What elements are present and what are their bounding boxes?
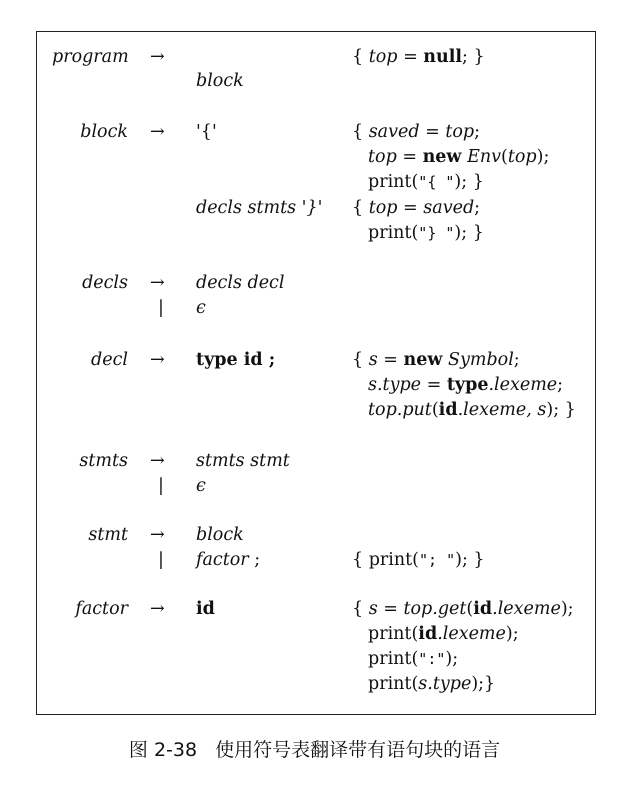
lhs-decl: decl [91,350,128,370]
alt-bar: | [158,298,164,318]
prod-decl-body: type id ; [196,350,276,370]
arrow: → [150,451,165,471]
prod-factor-body: id [196,599,215,619]
figure-number: 图 2-38 [128,739,198,761]
action-block-4: { top = saved; [352,198,481,218]
prod-stmts-alt1: stmts stmt [196,451,290,471]
action-block-5: print("} "); } [368,223,484,243]
prod-stmt-alt2: factor ; [196,550,261,570]
prod-program-body: block [196,71,244,91]
arrow: → [150,273,165,293]
action-block-3: print("{ "); } [368,172,484,192]
lhs-decls: decls [82,273,128,293]
action-factor-1: { s = top.get(id.lexeme); [352,599,574,619]
prod-block-rest: decls stmts '}' [196,198,323,218]
action-block-1: { saved = top; [352,122,481,142]
action-factor-3: print(":"); [368,649,459,669]
alt-bar: | [158,476,164,496]
prod-decls-epsilon: ϵ [196,298,206,318]
arrow: → [150,47,165,67]
figure-title: 使用符号表翻译带有语句块的语言 [215,739,501,761]
action-factor-4: print(s.type);} [368,674,496,694]
lhs-stmts: stmts [79,451,128,471]
arrow: → [150,599,165,619]
action-factor-2: print(id.lexeme); [368,624,519,644]
action-decl-2: s.type = type.lexeme; [368,375,564,395]
arrow: → [150,122,165,142]
alt-bar: | [158,550,164,570]
prod-decls-alt1: decls decl [196,273,285,293]
prod-stmts-epsilon: ϵ [196,476,206,496]
action-program: { top = null; } [352,47,485,67]
action-decl-1: { s = new Symbol; [352,350,520,370]
lhs-stmt: stmt [88,525,128,545]
lhs-factor: factor [75,599,128,619]
prod-block-lbrace: '{' [196,122,217,142]
arrow: → [150,350,165,370]
action-decl-3: top.put(id.lexeme, s); } [368,400,576,420]
lhs-program: program [52,47,129,67]
action-stmt: { print("; "); } [352,550,485,570]
lhs-block: block [80,122,128,142]
arrow: → [150,525,165,545]
figure-caption [0,735,629,762]
action-block-2: top = new Env(top); [368,147,550,167]
prod-stmt-alt1: block [196,525,244,545]
